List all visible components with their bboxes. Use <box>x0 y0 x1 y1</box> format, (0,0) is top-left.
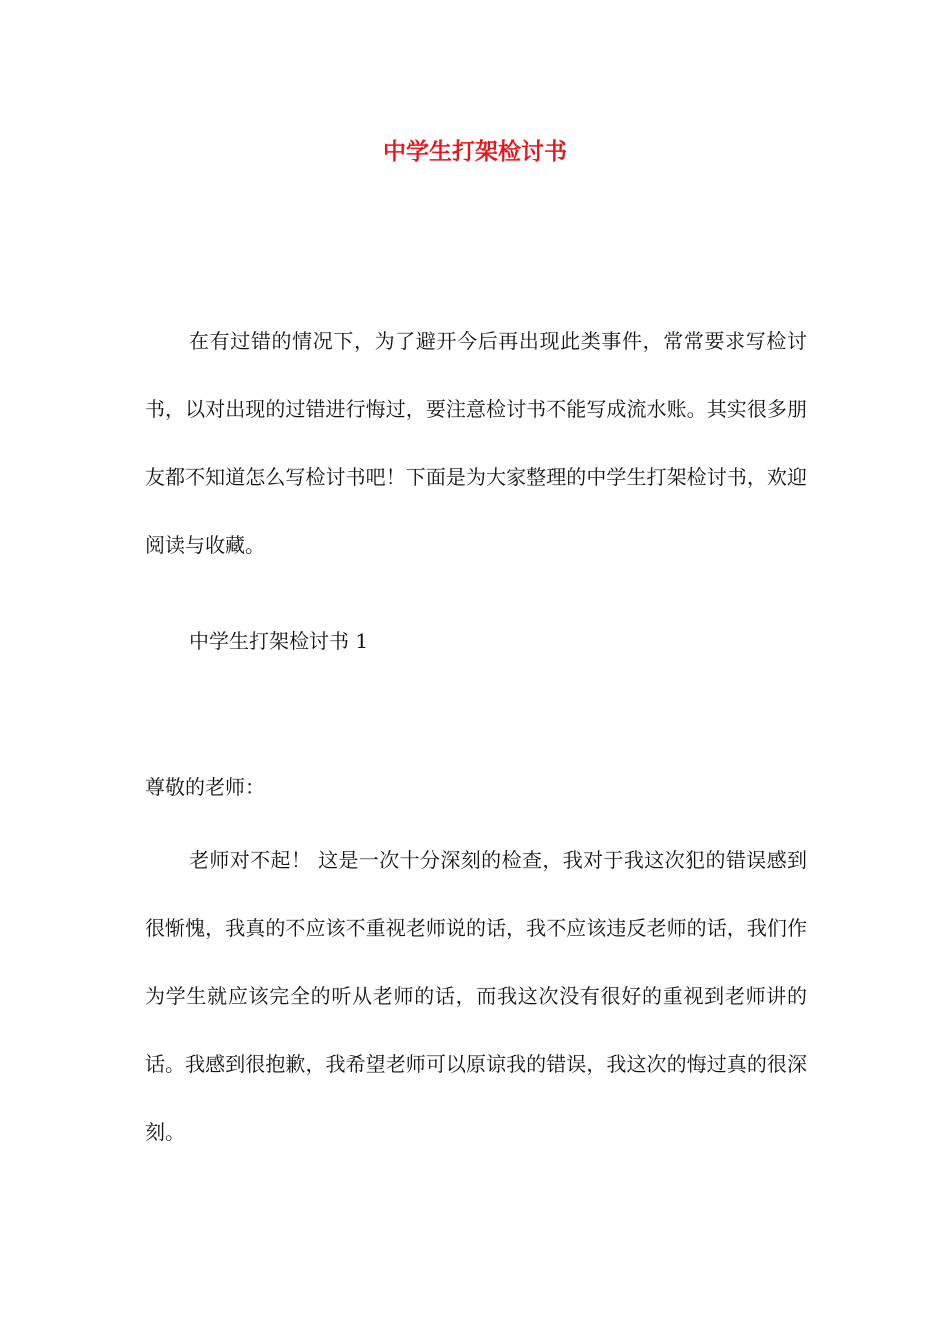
body-paragraph: 老师对不起！ 这是一次十分深刻的检查，我对于我这次犯的错误感到很惭愧，我真的不应该不重视老师说的话，我不应该违反老师的话，我们作为学生就应该完全的听从老师的话，而我这次没有很好的重视到老师讲的话。我感到很抱歉，我希望老师可以原谅我的错误，我这次的悔过真的很深刻。 <box>145 848 807 1144</box>
intro-paragraph: 在有过错的情况下，为了避开今后再出现此类事件，常常要求写检讨书，以对出现的过错进行悔过，要注意检讨书不能写成流水账。其实很多朋友都不知道怎么写检讨书吧！下面是为大家整理的中学生打架检讨书，欢迎阅读与收藏。 <box>145 329 807 557</box>
salutation: 尊敬的老师： <box>145 775 265 799</box>
section-heading: 中学生打架检讨书 1 <box>189 629 369 653</box>
document-title: 中学生打架检讨书 <box>383 138 567 165</box>
